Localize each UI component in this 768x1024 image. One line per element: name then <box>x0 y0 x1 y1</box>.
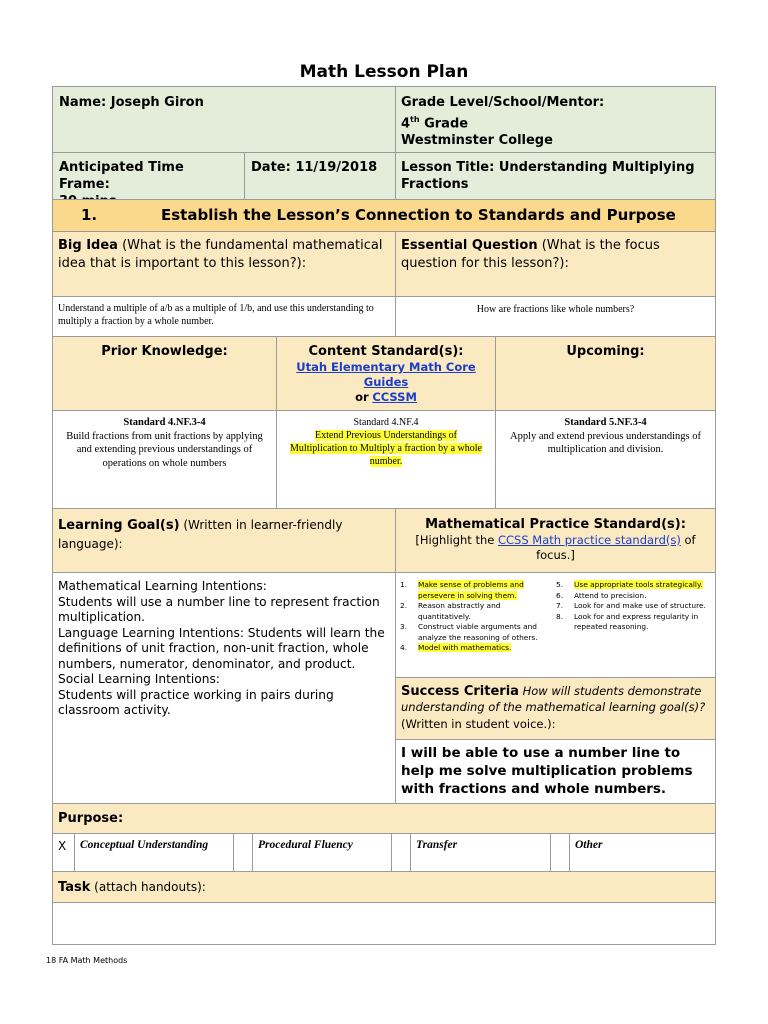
time-frame-cell <box>52 152 245 200</box>
essential-question-prompt: (What is the focus question for this lesson?): <box>401 238 660 271</box>
grade-level: 4th Grade <box>401 115 469 132</box>
ccss-practice-link[interactable]: CCSS Math practice standard(s) <box>497 533 681 547</box>
purpose-check-other[interactable] <box>550 833 570 872</box>
practice-standard-item: 1. Make sense of problems and persevere in solving them. <box>400 580 524 600</box>
purpose-header <box>52 803 716 834</box>
success-criteria-answer-cell <box>395 739 716 804</box>
purpose-conceptual-label: Conceptual Understanding <box>74 833 234 872</box>
learning-goal-line: Mathematical Learning Intentions: <box>58 579 267 593</box>
upcoming-label: Upcoming: <box>566 344 645 359</box>
practice-standard-item: 5. Use appropriate tools strategically. <box>556 580 703 589</box>
grade-label: Grade Level/School/Mentor: <box>401 95 605 110</box>
practice-standards-sub-suffix: of focus.] <box>536 533 696 562</box>
success-criteria-answer: I will be able to use a number line to help me solve multiplication problems with fractions and whole numbers. <box>401 745 693 797</box>
prior-knowledge-header <box>52 336 277 411</box>
lesson-title-cell <box>395 152 716 200</box>
purpose-procedural-label: Procedural Fluency <box>252 833 392 872</box>
practice-standard-item: 8. Look for and express regularity in repeated reasoning. <box>556 611 699 631</box>
learning-goal-prompt: (Written in learner-friendly language): <box>58 518 343 551</box>
prior-standard-code: Standard 4.NF.3-4 <box>123 417 206 428</box>
utah-core-guides-link[interactable]: Utah Elementary Math Core Guides <box>296 360 476 389</box>
time-frame-label: Anticipated Time Frame: <box>59 160 184 192</box>
task-header <box>52 871 716 903</box>
essential-question-answer-cell <box>395 296 716 337</box>
practice-standard-item: 2. Reason abstractly and quantitatively. <box>400 601 501 621</box>
ccssm-link[interactable]: CCSSM <box>372 390 417 404</box>
name-cell <box>52 86 396 153</box>
teacher-name: Name: Joseph Giron <box>59 95 204 110</box>
success-criteria-header <box>395 677 716 740</box>
upcoming-standard-code: Standard 5.NF.3-4 <box>564 417 647 428</box>
prior-standard-desc: Build fractions from unit fractions by applying and extending previous understandings of operations on whole numbers <box>66 430 263 469</box>
learning-goal-label: Learning Goal(s) <box>58 518 180 533</box>
task-label: Task <box>58 880 91 895</box>
or-text: or <box>355 390 369 404</box>
learning-goal-line: Students will use a number line to represent fraction multiplication. <box>58 594 380 624</box>
grade-cell <box>395 86 716 153</box>
purpose-check-transfer[interactable] <box>391 833 411 872</box>
upcoming-header <box>495 336 716 411</box>
date-cell <box>244 152 396 200</box>
purpose-transfer-label: Transfer <box>410 833 551 872</box>
practice-standards-list <box>395 572 716 678</box>
big-idea-answer: Understand a multiple of a/b as a multiple of 1/b, and use this understanding to multiply a fraction by a whole number. <box>58 303 374 327</box>
success-criteria-label: Success Criteria <box>401 684 519 699</box>
task-body[interactable] <box>52 902 716 945</box>
purpose-check-procedural[interactable] <box>233 833 253 872</box>
purpose-label: Purpose: <box>58 811 124 826</box>
lesson-date: Date: 11/19/2018 <box>251 160 378 175</box>
learning-goal-header <box>52 508 396 573</box>
purpose-other-label: Other <box>569 833 716 872</box>
upcoming-standard-cell <box>495 410 716 509</box>
content-standard-desc: Extend Previous Understandings of Multiplication to Multiply a fraction by a whole number. <box>290 430 482 467</box>
practice-standard-item: 7. Look for and make use of structure. <box>556 601 706 610</box>
page-title: Math Lesson Plan <box>299 62 469 82</box>
learning-goal-line: Language Learning Intentions: Students will learn the definitions of unit fraction, non-unit fraction, whole numbers, numerator, denominator, and product. <box>58 625 385 671</box>
purpose-check-conceptual[interactable]: X <box>52 833 75 872</box>
big-idea-cell <box>52 231 396 297</box>
learning-goal-line: Social Learning Intentions: <box>58 672 220 686</box>
content-standards-header <box>276 336 496 411</box>
section-number: 1. <box>81 206 98 224</box>
learning-goal-body <box>52 572 396 804</box>
section-title: Establish the Lesson’s Connection to Standards and Purpose <box>161 206 676 224</box>
prior-knowledge-label: Prior Knowledge: <box>101 344 228 359</box>
practice-standards-header <box>395 508 716 573</box>
upcoming-standard-desc: Apply and extend previous understandings of multiplication and division. <box>509 430 701 455</box>
content-standards-label: Content Standard(s): <box>308 344 464 359</box>
success-criteria-voice: (Written in student voice.): <box>401 717 556 731</box>
essential-question-answer: How are fractions like whole numbers? <box>476 304 635 315</box>
success-criteria-question: How will students demonstrate understanding of the mathematical learning goal(s)? <box>401 684 706 714</box>
big-idea-label: Big Idea <box>58 238 118 253</box>
essential-question-cell <box>395 231 716 297</box>
big-idea-answer-cell <box>52 296 396 337</box>
content-standard-code: Standard 4.NF.4 <box>353 417 419 428</box>
practice-standards-sub-prefix: [Highlight the <box>415 533 498 547</box>
page-footer: 18 FA Math Methods <box>46 956 128 965</box>
section-heading <box>52 199 716 232</box>
big-idea-prompt: (What is the fundamental mathematical idea that is important to this lesson?): <box>58 238 383 271</box>
prior-standard-cell <box>52 410 277 509</box>
essential-question-label: Essential Question <box>401 238 538 253</box>
practice-standard-item: 6. Attend to precision. <box>556 590 647 600</box>
school-name: Westminster College <box>401 133 553 149</box>
content-standard-cell <box>276 410 496 509</box>
task-prompt: (attach handouts): <box>90 880 206 894</box>
learning-goal-line: Students will practice working in pairs during classroom activity. <box>58 687 334 717</box>
practice-standards-label: Mathematical Practice Standard(s): <box>425 517 686 532</box>
practice-standard-item: 3. Construct viable arguments and analyze the reasoning of others. <box>400 622 538 642</box>
lesson-title: Lesson Title: Understanding Multiplying Fractions <box>401 160 695 192</box>
practice-standard-item: 4. Model with mathematics. <box>400 643 512 652</box>
